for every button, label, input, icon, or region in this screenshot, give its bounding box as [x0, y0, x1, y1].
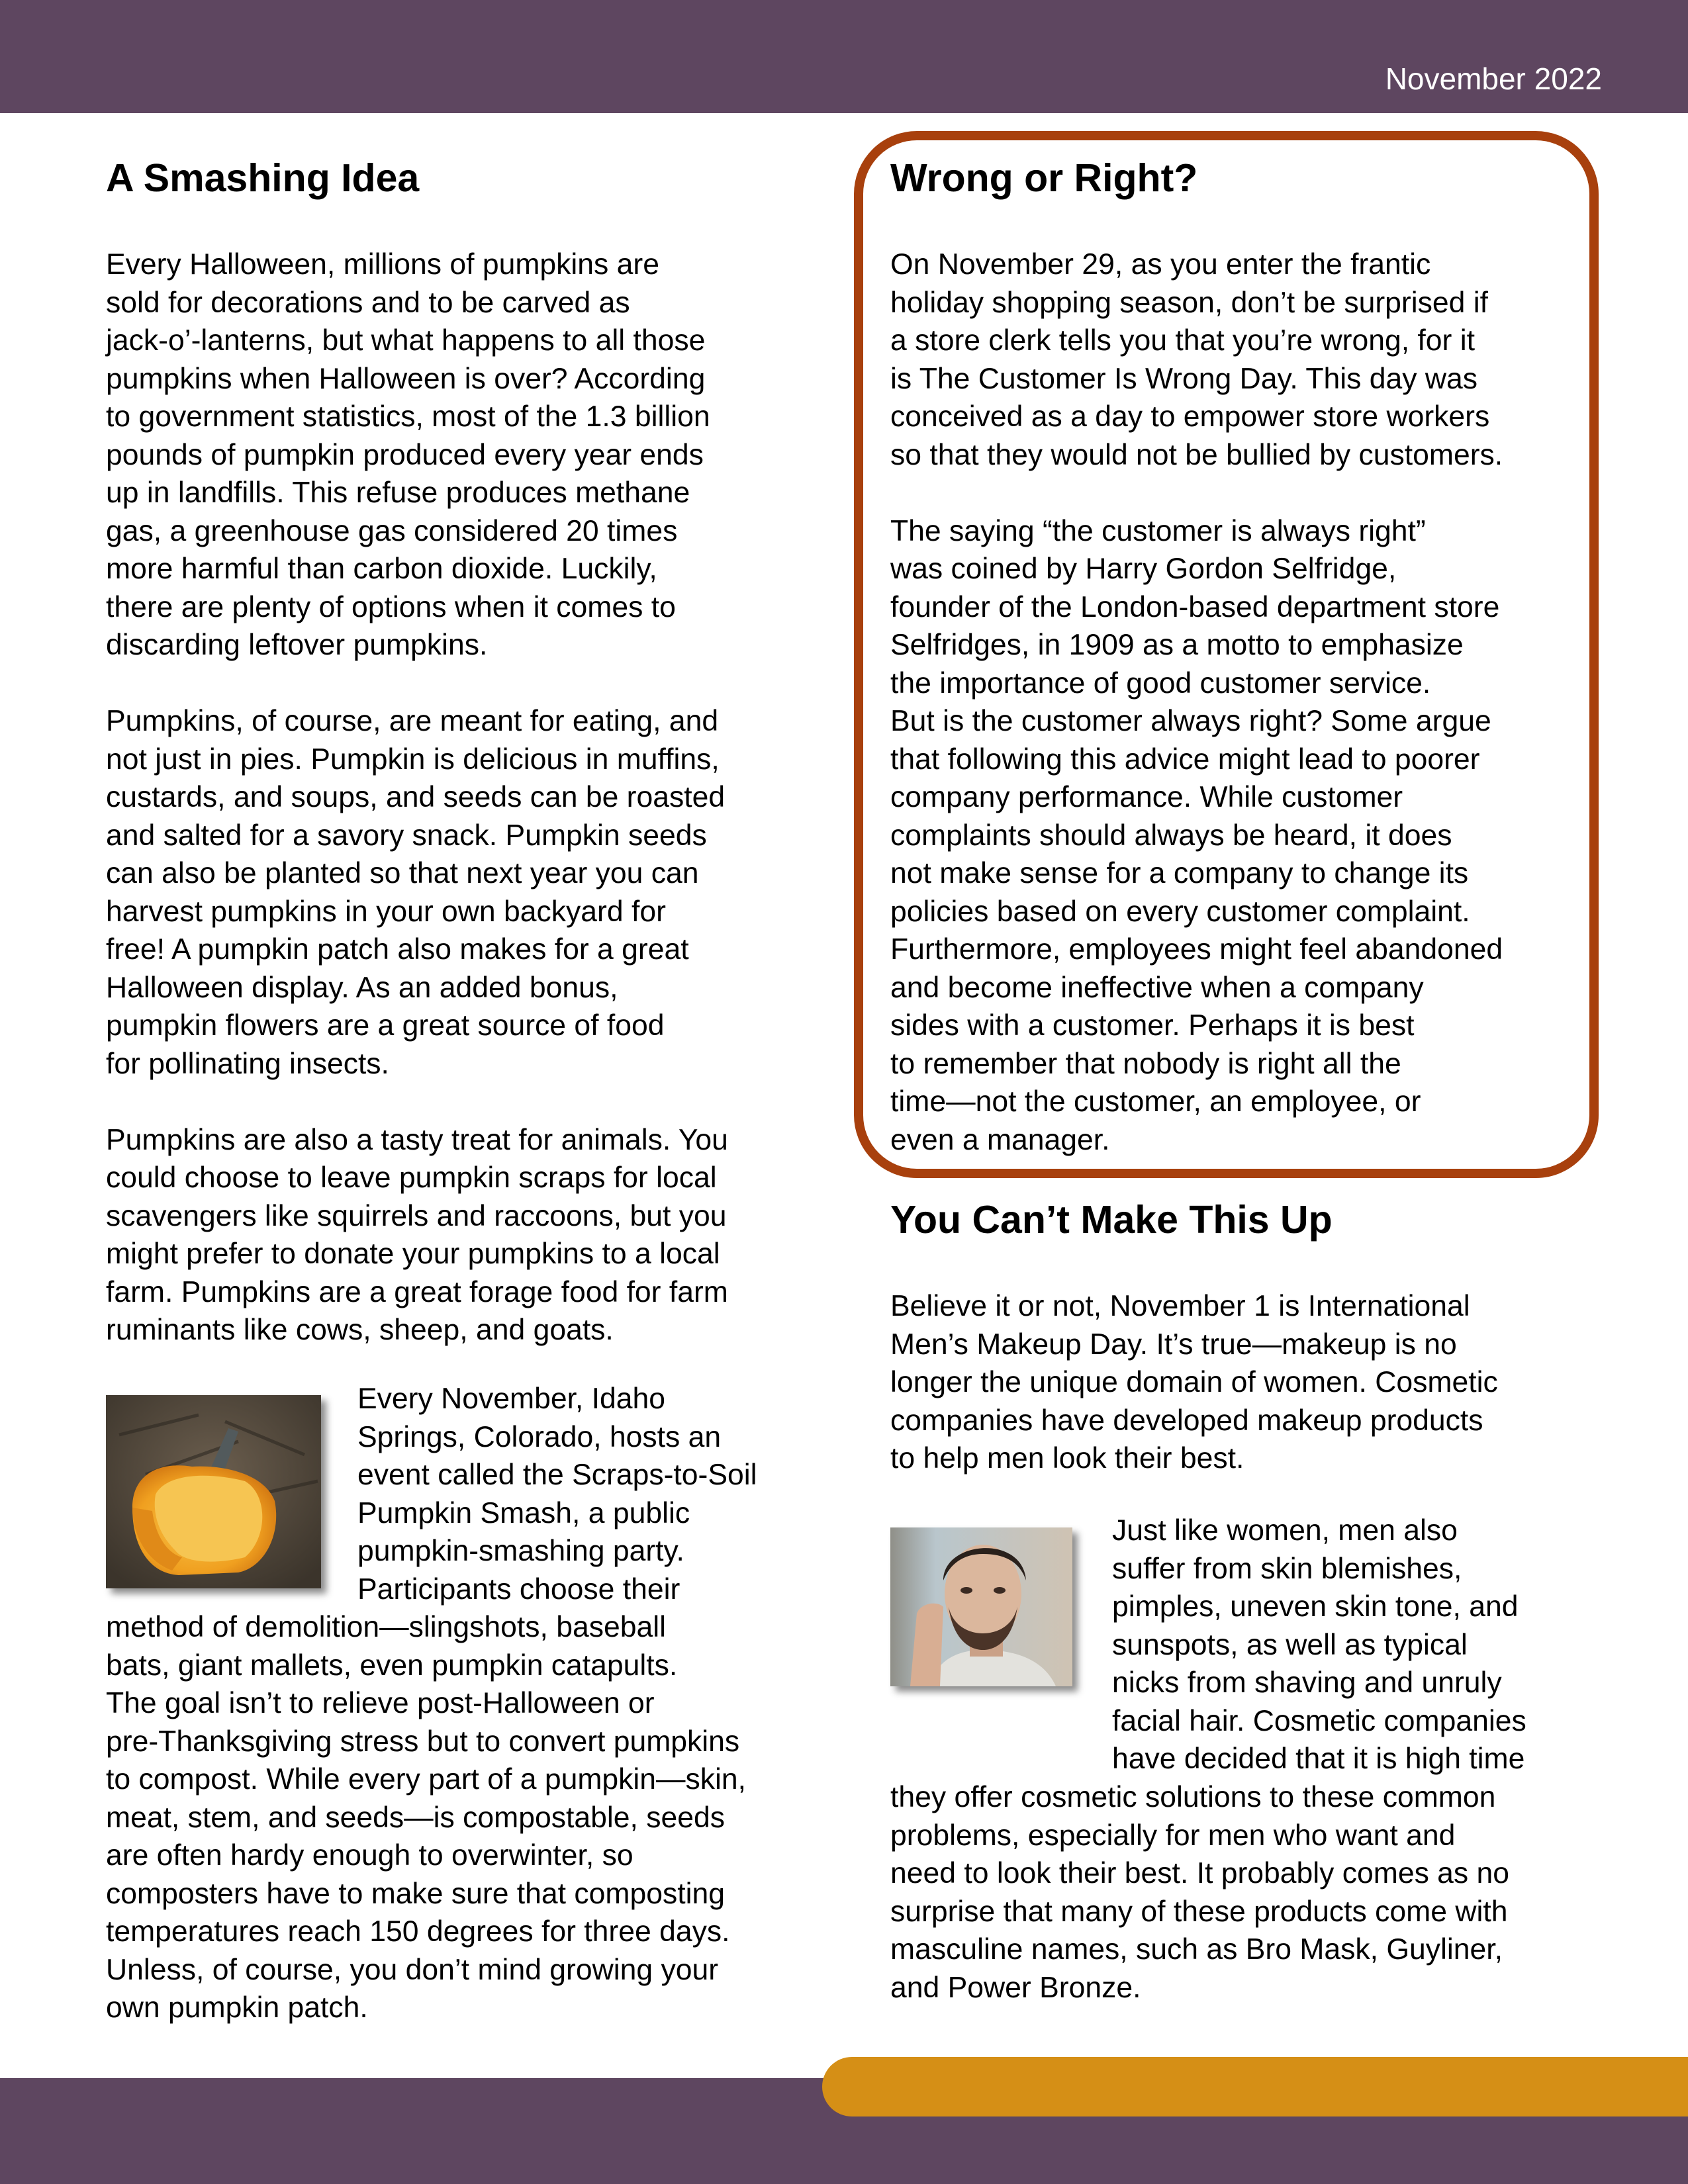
- text-line: company performance. While customer: [890, 781, 1403, 813]
- text-line: to remember that nobody is right all the: [890, 1047, 1401, 1080]
- text-line: Just like women, men also: [1112, 1514, 1458, 1547]
- text-line: and become ineffective when a company: [890, 971, 1424, 1004]
- text-line: founder of the London-based department store: [890, 590, 1500, 623]
- text-line: holiday shopping season, don’t be surprised if: [890, 286, 1488, 319]
- text-line: up in landfills. This refuse produces methane: [106, 477, 690, 509]
- text-line: is The Customer Is Wrong Day. This day was: [890, 362, 1478, 395]
- text-line: ruminants like cows, sheep, and goats.: [106, 1314, 614, 1346]
- text-line: pumpkins when Halloween is over? According: [106, 362, 706, 395]
- text-line: problems, especially for men who want and: [890, 1819, 1456, 1852]
- text-line: Every November, Idaho: [357, 1383, 666, 1415]
- paragraph: [890, 246, 1592, 474]
- text-line: bats, giant mallets, even pumpkin catapults.: [106, 1649, 678, 1682]
- article-smashing-idea: [106, 156, 821, 1349]
- text-line: they offer cosmetic solutions to these common: [890, 1781, 1496, 1813]
- paragraph: [106, 702, 821, 1083]
- text-line: pre-Thanksgiving stress but to convert pumpkins: [106, 1725, 740, 1758]
- text-line: there are plenty of options when it comes to: [106, 590, 676, 623]
- text-line: free! A pumpkin patch also makes for a great: [106, 933, 689, 966]
- text-line: pumpkin-smashing party.: [357, 1535, 684, 1567]
- text-line: even a manager.: [890, 1123, 1110, 1156]
- text-line: complaints should always be heard, it does: [890, 819, 1452, 852]
- text-line: sides with a customer. Perhaps it is best: [890, 1009, 1415, 1042]
- text-line: and Power Bronze.: [890, 1971, 1141, 2004]
- paragraph: [890, 512, 1592, 1160]
- header-bar: [0, 0, 1688, 113]
- text-line: can also be planted so that next year you can: [106, 857, 699, 889]
- man-photo-icon: [890, 1527, 1072, 1686]
- text-line: sunspots, as well as typical: [1112, 1628, 1468, 1661]
- pumpkin-photo-icon: [106, 1395, 321, 1588]
- text-line: time—not the customer, an employee, or: [890, 1085, 1421, 1118]
- text-line: pimples, uneven skin tone, and: [1112, 1590, 1519, 1623]
- article-title: You Can’t Make This Up: [890, 1198, 1333, 1242]
- issue-date: November 2022: [1385, 62, 1602, 96]
- text-line: companies have developed makeup products: [890, 1404, 1483, 1437]
- text-line: might prefer to donate your pumpkins to a local: [106, 1238, 720, 1270]
- text-line: Every Halloween, millions of pumpkins are: [106, 248, 659, 281]
- smashed-pumpkin-image: [106, 1395, 321, 1588]
- text-line: Men’s Makeup Day. It’s true—makeup is no: [890, 1328, 1457, 1361]
- text-line: Pumpkin Smash, a public: [357, 1496, 690, 1529]
- text-line: farm. Pumpkins are a great forage food for farm: [106, 1275, 728, 1308]
- text-line: and salted for a savory snack. Pumpkin seeds: [106, 819, 707, 852]
- text-line: Believe it or not, November 1 is International: [890, 1290, 1470, 1322]
- text-line: sold for decorations and to be carved as: [106, 286, 630, 319]
- text-line: Pumpkins, of course, are meant for eating, and: [106, 705, 719, 737]
- text-line: so that they would not be bullied by customers.: [890, 438, 1503, 471]
- text-line: Participants choose their: [357, 1572, 680, 1606]
- text-line: was coined by Harry Gordon Selfridge,: [890, 553, 1397, 585]
- text-line: could choose to leave pumpkin scraps for local: [106, 1161, 717, 1194]
- text-line: the importance of good customer service.: [890, 666, 1431, 700]
- text-line: custards, and soups, and seeds can be roasted: [106, 781, 726, 813]
- text-line: that following this advice might lead to poorer: [890, 743, 1480, 776]
- text-line: longer the unique domain of women. Cosmetic: [890, 1366, 1498, 1398]
- text-line: conceived as a day to empower store workers: [890, 400, 1490, 433]
- text-line: harvest pumpkins in your own backyard for: [106, 895, 666, 928]
- article-cant-make-this-up: [890, 1198, 1618, 1478]
- text-line: Pumpkins are also a tasty treat for animals. You: [106, 1123, 728, 1156]
- paragraph-wrapped-text: [1112, 1512, 1615, 1778]
- text-line: jack-o’-lanterns, but what happens to all those: [106, 324, 706, 357]
- text-line: have decided that it is high time: [1112, 1743, 1525, 1775]
- text-line: Springs, Colorado, hosts an: [357, 1420, 722, 1453]
- text-line: Unless, of course, you don’t mind growing your: [106, 1953, 719, 1986]
- text-line: own pumpkin patch.: [106, 1991, 368, 2024]
- text-line: The saying “the customer is always right”: [890, 514, 1426, 547]
- article-body: [106, 246, 821, 1349]
- text-line: more harmful than carbon dioxide. Luckily,: [106, 553, 657, 585]
- man-applying-cream-image: [890, 1527, 1072, 1686]
- text-line: event called the Scraps-to-Soil: [357, 1459, 757, 1491]
- paragraph: [106, 1121, 821, 1349]
- text-line: Furthermore, employees might feel abandoned: [890, 933, 1503, 966]
- text-line: Halloween display. As an added bonus,: [106, 971, 618, 1004]
- text-line: a store clerk tells you that you’re wrong, for it: [890, 324, 1475, 357]
- text-line: for pollinating insects.: [106, 1047, 389, 1080]
- box-title: Wrong or Right?: [890, 156, 1198, 200]
- text-line: to help men look their best.: [890, 1442, 1244, 1475]
- text-line: meat, stem, and seeds—is compostable, seeds: [106, 1801, 725, 1834]
- text-line: The goal isn’t to relieve post-Halloween or: [106, 1687, 655, 1719]
- box-body: [890, 246, 1592, 1159]
- text-line: facial hair. Cosmetic companies: [1112, 1704, 1526, 1737]
- text-line: method of demolition—slingshots, baseball: [106, 1611, 666, 1643]
- text-line: not make sense for a company to change its: [890, 857, 1469, 889]
- text-line: pounds of pumpkin produced every year ends: [106, 438, 704, 471]
- text-line: need to look their best. It probably comes as no: [890, 1857, 1510, 1889]
- text-line: scavengers like squirrels and raccoons, but you: [106, 1199, 727, 1232]
- article-wrong-or-right: [890, 156, 1592, 1159]
- text-line: But is the customer always right? Some argue: [890, 705, 1491, 737]
- text-line: temperatures reach 150 degrees for three days.: [106, 1915, 730, 1948]
- text-line: suffer from skin blemishes,: [1112, 1552, 1462, 1585]
- article-title: A Smashing Idea: [106, 156, 420, 200]
- text-line: to government statistics, most of the 1.3 billion: [106, 400, 710, 433]
- text-line: masculine names, such as Bro Mask, Guyliner,: [890, 1933, 1503, 1966]
- text-line: not just in pies. Pumpkin is delicious in muffins,: [106, 743, 720, 776]
- text-line: gas, a greenhouse gas considered 20 times: [106, 514, 678, 547]
- text-line: discarding leftover pumpkins.: [106, 629, 488, 661]
- text-line: to compost. While every part of a pumpkin—skin,: [106, 1763, 747, 1796]
- paragraph: [890, 1287, 1618, 1478]
- footer-accent-pill: [822, 2057, 1688, 2116]
- text-line: policies based on every customer complaint.: [890, 895, 1470, 928]
- text-line: composters have to make sure that composting: [106, 1877, 725, 1910]
- text-line: On November 29, as you enter the frantic: [890, 248, 1431, 281]
- text-line: Selfridges, in 1909 as a motto to emphasize: [890, 629, 1464, 661]
- text-line: surprise that many of these products come with: [890, 1895, 1508, 1928]
- paragraph: [106, 246, 821, 664]
- text-line: are often hardy enough to overwinter, so: [106, 1839, 633, 1872]
- paragraph: [106, 1608, 834, 2027]
- paragraph: [890, 1778, 1618, 2007]
- text-line: nicks from shaving and unruly: [1112, 1666, 1502, 1699]
- text-line: pumpkin flowers are a great source of food: [106, 1009, 665, 1042]
- paragraph-wrapped-text: [357, 1380, 821, 1608]
